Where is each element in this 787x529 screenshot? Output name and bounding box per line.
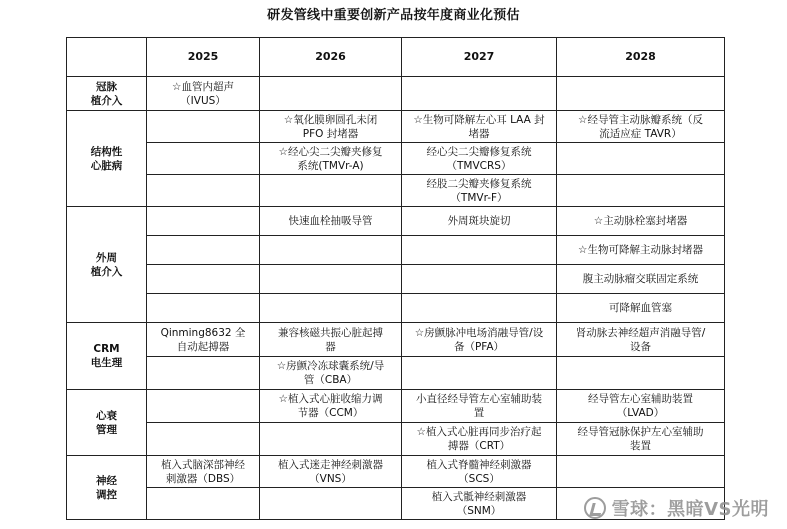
cell-2027: 经股二尖瓣夹修复系统 （TMVr-F） <box>402 175 557 207</box>
table-row <box>67 236 725 265</box>
cell-2027: 植入式骶神经刺激器 （SNM） <box>402 488 557 520</box>
cell-2028: ☆经导管主动脉瓣系统（反 流适应症 TAVR） <box>557 111 725 143</box>
table-row <box>67 488 725 520</box>
watermark-text: 雪球：黑暗VS光明 <box>611 499 769 520</box>
cell-2025: ☆血管内超声 （IVUS） <box>147 77 260 111</box>
table-row <box>67 265 725 294</box>
table-row <box>67 143 725 175</box>
pipeline-table <box>66 37 725 520</box>
table-row <box>67 323 725 357</box>
cell-2028: 可降解血管塞 <box>557 294 725 323</box>
cell-2027: 小直径经导管左心室辅助装 置 <box>402 390 557 423</box>
cell-2027 <box>402 294 557 323</box>
cell-2025 <box>147 357 260 390</box>
cell-2026 <box>260 294 402 323</box>
category-neuromodulation: 神经 调控 <box>67 456 147 520</box>
cell-2028: ☆生物可降解主动脉封堵器 <box>557 236 725 265</box>
cell-2027: ☆植入式心脏再同步治疗起 搏器（CRT） <box>402 423 557 456</box>
cell-2026: ☆房颤冷冻球囊系统/导 管（CBA） <box>260 357 402 390</box>
cell-2026 <box>260 488 402 520</box>
cell-2026: 快速血栓抽吸导管 <box>260 207 402 236</box>
cell-2025: 植入式脑深部神经 刺激器（DBS） <box>147 456 260 488</box>
cell-2026: 兼容核磁共振心脏起搏 器 <box>260 323 402 357</box>
cell-2027: ☆生物可降解左心耳 LAA 封 堵器 <box>402 111 557 143</box>
cell-2025 <box>147 207 260 236</box>
cell-2026: ☆植入式心脏收缩力调 节器（CCM） <box>260 390 402 423</box>
cell-2028: 经导管左心室辅助装置 （LVAD） <box>557 390 725 423</box>
cell-2028 <box>557 357 725 390</box>
cell-2026: 植入式迷走神经刺激器 （VNS） <box>260 456 402 488</box>
cell-2027: 经心尖二尖瓣修复系统 （TMVCRS） <box>402 143 557 175</box>
cell-2025 <box>147 236 260 265</box>
header-2026: 2026 <box>260 38 402 77</box>
table-row <box>67 456 725 488</box>
cell-2025 <box>147 423 260 456</box>
category-peripheral: 外周 植介入 <box>67 207 147 323</box>
category-heart-failure: 心衰 管理 <box>67 390 147 456</box>
cell-2028 <box>557 77 725 111</box>
cell-2025 <box>147 175 260 207</box>
cell-2027 <box>402 236 557 265</box>
cell-2026 <box>260 265 402 294</box>
cell-2026: ☆经心尖二尖瓣夹修复 系统(TMVr-A) <box>260 143 402 175</box>
table-row <box>67 390 725 423</box>
cell-2026: ☆氧化膜卵圆孔未闭 PFO 封堵器 <box>260 111 402 143</box>
table-row <box>67 294 725 323</box>
cell-2027: 植入式脊髓神经刺激器 （SCS） <box>402 456 557 488</box>
category-coronary: 冠脉 植介入 <box>67 77 147 111</box>
table-row <box>67 357 725 390</box>
cell-2026 <box>260 423 402 456</box>
cell-2025 <box>147 294 260 323</box>
cell-2028 <box>557 456 725 488</box>
table-row <box>67 175 725 207</box>
cell-2025 <box>147 111 260 143</box>
header-category <box>67 38 147 77</box>
cell-2026 <box>260 175 402 207</box>
cell-2025 <box>147 143 260 175</box>
cell-2028 <box>557 175 725 207</box>
cell-2027 <box>402 265 557 294</box>
table-row <box>67 111 725 143</box>
table-row <box>67 77 725 111</box>
cell-2027 <box>402 77 557 111</box>
cell-2027: 外周斑块旋切 <box>402 207 557 236</box>
cell-2025 <box>147 488 260 520</box>
cell-2027 <box>402 357 557 390</box>
header-2028: 2028 <box>557 38 725 77</box>
header-row <box>67 38 725 77</box>
cell-2028: 经导管冠脉保护左心室辅助 装置 <box>557 423 725 456</box>
cell-2025 <box>147 390 260 423</box>
cell-2025: Qinming8632 全 自动起搏器 <box>147 323 260 357</box>
cell-2026 <box>260 77 402 111</box>
cell-2026 <box>260 236 402 265</box>
cell-2028: 肾动脉去神经超声消融导管/ 设备 <box>557 323 725 357</box>
header-2027: 2027 <box>402 38 557 77</box>
cell-2028 <box>557 143 725 175</box>
table-row <box>67 423 725 456</box>
header-2025: 2025 <box>147 38 260 77</box>
category-structural: 结构性 心脏病 <box>67 111 147 207</box>
cell-2025 <box>147 265 260 294</box>
table-row <box>67 207 725 236</box>
cell-2028: 腹主动脉瘤交联固定系统 <box>557 265 725 294</box>
cell-2027: ☆房颤脉冲电场消融导管/设 备（PFA） <box>402 323 557 357</box>
cell-2028: ☆主动脉栓塞封堵器 <box>557 207 725 236</box>
cell-2028 <box>557 488 725 520</box>
document-title: 研发管线中重要创新产品按年度商业化预估 <box>267 8 520 23</box>
category-crm: CRM 电生理 <box>67 323 147 390</box>
